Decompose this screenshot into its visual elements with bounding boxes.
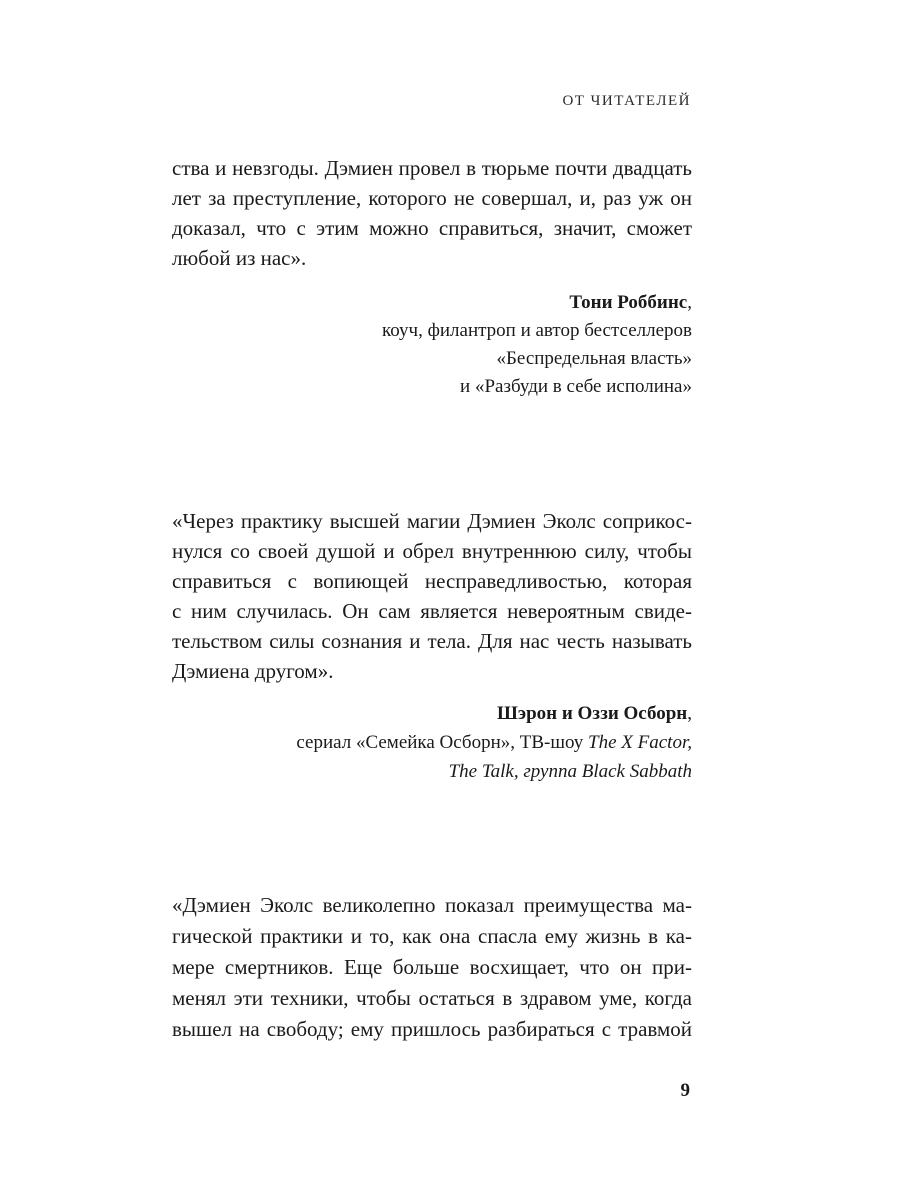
quote1-author-line [569,289,692,317]
quote2-line: нулся со своей душой и обрел внутреннюю силу, чтобы [172,539,692,563]
quote1-line: любой из нас». [172,246,307,270]
quote2-line: тельством силы сознания и тела. Для нас честь называть [172,629,692,653]
quote2-line: «Через практику высшей магии Дэмиен Эколс соприкос- [172,509,692,533]
quote3-line: менял эти техники, чтобы остаться в здравом уме, когда [172,986,692,1010]
quote3-line: вышел на свободу; ему пришлось разбираться с травмой [172,1017,692,1041]
quote1-role-line: и «Разбуди в себе исполина» [460,376,692,397]
running-head: ОТ ЧИТАТЕЛЕЙ [562,93,691,109]
quote1-author-comma: , [687,292,692,313]
quote3-line: «Дэмиен Эколс великолепно показал преимущества ма- [172,893,692,917]
quote2-role-italic: The X Factor, [588,732,692,753]
quote2-line: с ним случилась. Он сам является невероятным свиде- [172,599,692,623]
quote2-author: Шэрон и Оззи Осборн [497,703,688,724]
quote2-role-line: The Talk, группа Black Sabbath [448,761,692,782]
quote2-line: справиться с вопиющей несправедливостью, которая [172,569,692,593]
quote2-line: Дэмиена другом». [172,659,334,683]
quote1-role-line: «Беспредельная власть» [496,348,692,369]
quote1-line: доказал, что с этим можно справиться, значит, сможет [172,216,692,240]
quote2-role-plain: сериал «Семейка Осборн», ТВ-шоу [296,732,589,753]
quote2-role-line [296,729,692,757]
quote2-author-line [497,700,692,728]
quote3-line: мере смертников. Еще больше восхищает, что он при- [172,955,692,979]
quote1-line: лет за преступление, которого не совершал, и, раз уж он [172,186,692,210]
quote3-line: гической практики и то, как она спасла ему жизнь в ка- [172,924,692,948]
quote1-line: ства и невзгоды. Дэмиен провел в тюрьме почти двадцать [172,156,692,180]
quote1-role-line: коуч, филантроп и автор бестселлеров [381,320,692,341]
page-number: 9 [680,1080,690,1101]
quote1-author: Тони Роббинс [569,292,688,313]
quote2-author-comma: , [687,703,692,724]
